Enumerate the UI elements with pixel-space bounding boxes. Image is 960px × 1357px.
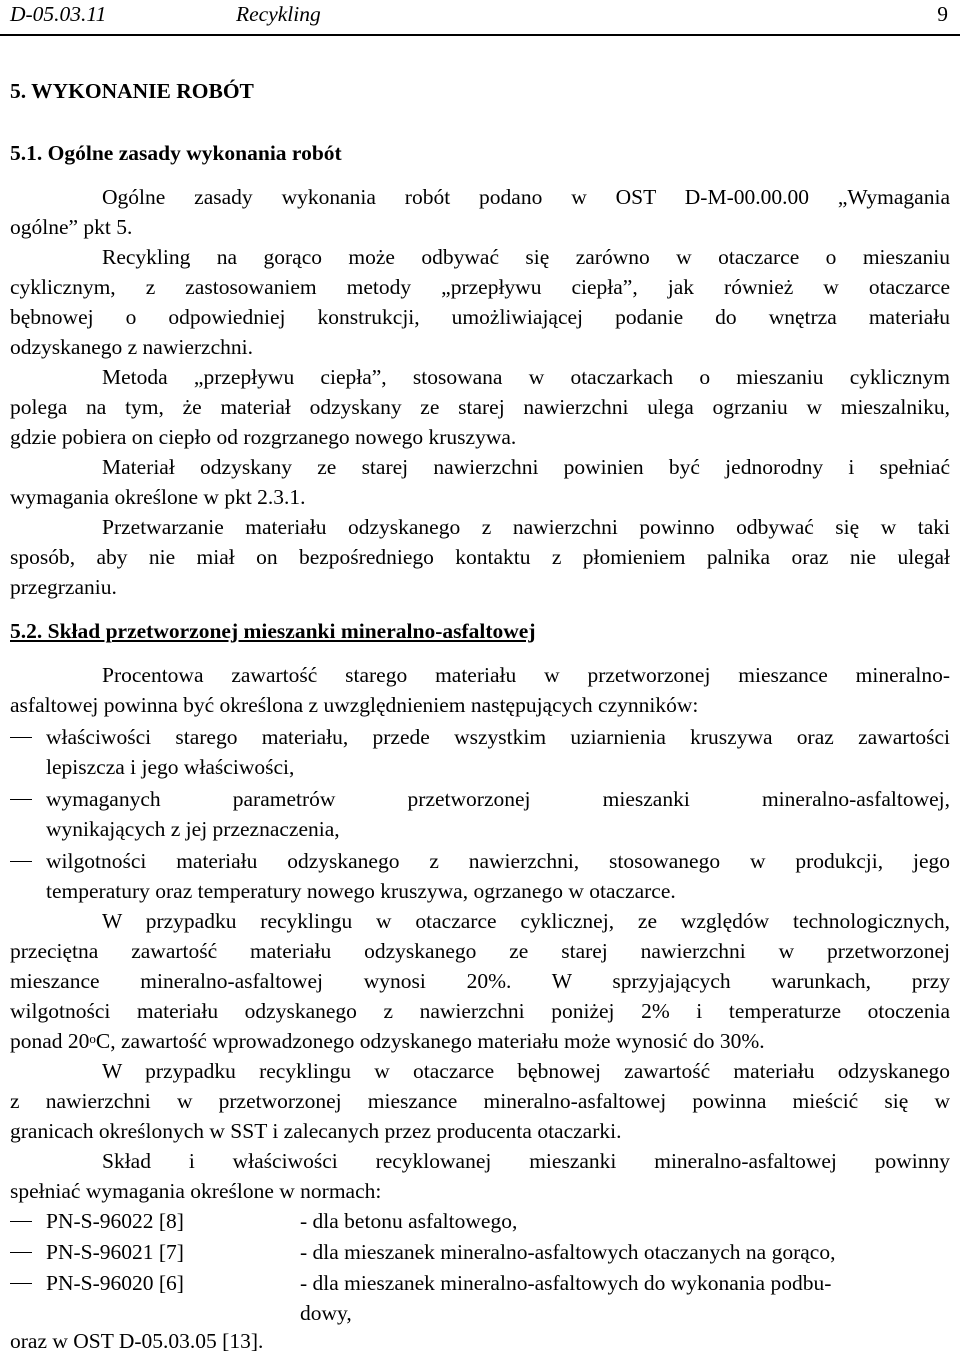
doc-title: Recykling	[236, 2, 321, 26]
norm-code: PN-S-96020 [6]	[46, 1271, 184, 1295]
paragraph-line: Przetwarzanie materiału odzyskanego z nawierzchni powinno odbywać się w taki	[102, 515, 950, 539]
doc-code: D-05.03.11	[10, 2, 107, 26]
list-item-text: lepiszcza i jego właściwości,	[46, 755, 295, 779]
paragraph-line: Metoda „przepływu ciepła”, stosowana w otaczarkach o mieszaniu cyklicznym	[102, 365, 950, 389]
paragraph-line: Skład i właściwości recyklowanej mieszanki mineralno-asfaltowej powinny	[102, 1149, 950, 1173]
paragraph-line: odzyskanego z nawierzchni.	[10, 335, 253, 359]
paragraph-line: Ogólne zasady wykonania robót podano w OST D-M-00.00.00 „Wymagania	[102, 185, 950, 209]
paragraph-line: Procentowa zawartość starego materiału w przetworzonej mieszance mineralno-	[102, 663, 950, 687]
norm-item	[10, 1268, 950, 1328]
paragraph-line: W przypadku recyklingu w otaczarce cyklicznej, ze względów technologicznych,	[102, 909, 950, 933]
norm-description: - dla mieszanek mineralno-asfaltowych otaczanych na gorąco,	[300, 1240, 836, 1264]
section-heading: 5. WYKONANIE ROBÓT	[10, 79, 254, 103]
paragraph-line: wymagania określone w pkt 2.3.1.	[10, 485, 306, 509]
paragraph-line: granicach określonych w SST i zalecanych przez producenta otaczarki.	[10, 1119, 622, 1143]
norm-code: PN-S-96021 [7]	[46, 1240, 184, 1264]
paragraph-line: bębnowej o odpowiedniej konstrukcji, umożliwiającej podanie do wnętrza materiału	[10, 305, 950, 329]
norm-description: - dla betonu asfaltowego,	[300, 1209, 518, 1233]
list-item-text: właściwości starego materiału, przede wszystkim uziarnienia kruszywa oraz zawartości	[46, 725, 950, 749]
norm-description: - dla mieszanek mineralno-asfaltowych do wykonania podbu-	[300, 1271, 832, 1295]
paragraph-line: Recykling na gorąco może odbywać się zarówno w otaczarce o mieszaniu	[102, 245, 950, 269]
dash-bullet-icon	[10, 1283, 32, 1284]
dash-bullet-icon	[10, 1252, 32, 1253]
paragraph-line: wilgotności materiału odzyskanego z nawierzchni poniżej 2% i temperaturze otoczenia	[10, 999, 950, 1023]
dash-bullet-icon	[10, 737, 32, 738]
paragraph-line: przeciętna zawartość materiału odzyskanego ze starej nawierzchni w przetworzonej	[10, 939, 950, 963]
dash-bullet-icon	[10, 799, 32, 800]
norm-item	[10, 1237, 950, 1267]
paragraph-line: W przypadku recyklingu w otaczarce bębnowej zawartość materiału odzyskanego	[102, 1059, 950, 1083]
dash-bullet-icon	[10, 1221, 32, 1222]
page-header	[10, 0, 950, 32]
paragraph-line: oraz w OST D-05.03.05 [13].	[10, 1329, 264, 1353]
list-item-text: temperatury oraz temperatury nowego kruszywa, ogrzanego w otaczarce.	[46, 879, 676, 903]
norm-description: dowy,	[300, 1301, 352, 1325]
paragraph-line: cyklicznym, z zastosowaniem metody „przepływu ciepła”, jak również w otaczarce	[10, 275, 950, 299]
subsection-heading: 5.2. Skład przetworzonej mieszanki mineralno-asfaltowej	[10, 619, 536, 643]
paragraph-line: gdzie pobiera on ciepło od rozgrzanego nowego kruszywa.	[10, 425, 517, 449]
norm-code: PN-S-96022 [8]	[46, 1209, 184, 1233]
page-number: 9	[937, 2, 948, 26]
paragraph-line: ogólne” pkt 5.	[10, 215, 133, 239]
paragraph-line: mieszance mineralno-asfaltowej wynosi 20%. W sprzyjających warunkach, przy	[10, 969, 950, 993]
paragraph-line: z nawierzchni w przetworzonej mieszance mineralno-asfaltowej powinna mieścić się w	[10, 1089, 950, 1113]
paragraph-line: ponad 20$^o$C, zawartość wprowadzonego odzyskanego materiału może wynosić do 30%.	[10, 1029, 765, 1053]
paragraph-line: przegrzaniu.	[10, 575, 117, 599]
paragraph-line: Materiał odzyskany ze starej nawierzchni powinien być jednorodny i spełniać	[102, 455, 950, 479]
paragraph-line: spełniać wymagania określone w normach:	[10, 1179, 382, 1203]
header-rule	[0, 34, 960, 36]
dash-bullet-icon	[10, 861, 32, 862]
paragraph-line: sposób, aby nie miał on bezpośredniego kontaktu z płomieniem palnika oraz nie ulegał	[10, 545, 950, 569]
list-item-text: wilgotności materiału odzyskanego z nawierzchni, stosowanego w produkcji, jego	[46, 849, 950, 873]
list-item-text: wymaganych parametrów przetworzonej mieszanki mineralno-asfaltowej,	[46, 787, 950, 811]
paragraph-line: asfaltowej powinna być określona z uwzględnieniem następujących czynników:	[10, 693, 699, 717]
paragraph-line: polega na tym, że materiał odzyskany ze starej nawierzchni ulega ogrzaniu w mieszalniku,	[10, 395, 950, 419]
list-item-text: wynikających z jej przeznaczenia,	[46, 817, 340, 841]
subsection-heading: 5.1. Ogólne zasady wykonania robót	[10, 141, 342, 165]
norm-item	[10, 1206, 950, 1236]
